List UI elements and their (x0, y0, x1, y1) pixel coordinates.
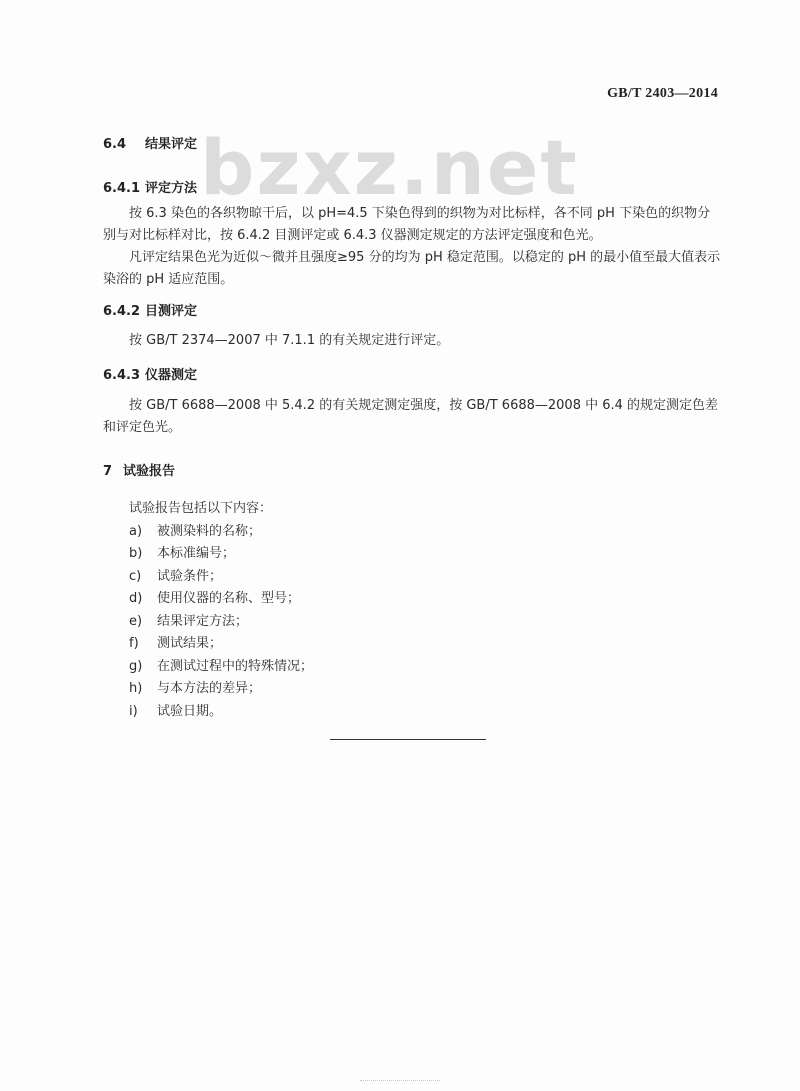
footer-scan-mark (360, 1080, 440, 1087)
heading-7 (103, 460, 175, 479)
end-of-document-rule (330, 739, 486, 740)
list-item (129, 543, 313, 566)
watermark: bzxz.net (200, 123, 579, 212)
list-item (129, 656, 313, 679)
heading-number: 6.4.3 (103, 368, 141, 383)
heading-title: 结果评定 (145, 137, 198, 152)
list-marker: g) (129, 658, 143, 674)
list-text: 结果评定方法； (157, 613, 249, 629)
paragraph-visual-evaluation: 按 GB/T 2374—2007 中 7.1.1 的有关规定进行评定。 (129, 333, 450, 348)
list-marker: d) (129, 591, 143, 606)
report-contents-list (129, 498, 313, 723)
heading-number: 6.4.2 (103, 304, 141, 319)
list-text: 本标准编号； (157, 546, 236, 561)
list-item (129, 611, 313, 634)
paragraph-instrument-measurement: 按 GB/T 6688—2008 中 5.4.2 的有关规定测定强度，按 GB/T 6688—2008 中 6.4 的规定测定色差和评定色光。 (103, 398, 719, 435)
list-text: 在测试过程中的特殊情况； (157, 658, 314, 674)
paragraph-evaluation-method-1: 按 6.3 染色的各织物晾干后，以 pH=4.5 下染色得到的织物为对比标样，各不同 pH 下染色的织物分别与对比标样对比，按 6.4.2 目测评定或 6.4.3 仪器测定规定的方法评定强度和色光。 (103, 206, 711, 243)
list-item (129, 588, 313, 611)
list-text: 使用仪器的名称、型号； (157, 591, 301, 606)
list-marker: h) (129, 681, 143, 696)
heading-6-4 (103, 133, 197, 152)
list-item (129, 678, 313, 701)
list-item (129, 566, 313, 589)
list-intro: 试验报告包括以下内容： (129, 501, 273, 516)
standard-code: GB/T 2403—2014 (607, 86, 718, 101)
list-marker: a) (129, 523, 143, 539)
heading-number: 7 (103, 464, 113, 479)
list-marker: f) (129, 636, 139, 651)
list-text: 测试结果； (157, 636, 223, 651)
list-item (129, 521, 313, 544)
list-text: 试验日期。 (157, 703, 223, 719)
heading-6-4-1 (103, 177, 197, 196)
heading-number: 6.4 (103, 137, 127, 152)
list-item (129, 633, 313, 656)
heading-title: 试验报告 (123, 464, 176, 479)
heading-6-4-3 (103, 364, 197, 383)
list-text: 试验条件； (157, 568, 223, 584)
list-marker: c) (129, 568, 142, 584)
list-text: 被测染料的名称； (157, 523, 262, 539)
heading-title: 目测评定 (145, 304, 198, 319)
list-marker: i) (129, 703, 138, 719)
heading-title: 仪器测定 (145, 368, 198, 383)
heading-title: 评定方法 (145, 181, 198, 196)
list-text: 与本方法的差异； (157, 681, 262, 696)
heading-6-4-2 (103, 300, 197, 319)
list-marker: b) (129, 546, 143, 561)
heading-number: 6.4.1 (103, 181, 141, 196)
list-item (129, 701, 313, 724)
list-marker: e) (129, 613, 143, 629)
paragraph-evaluation-method-2: 凡评定结果色光为近似～微并且强度≥95 分的均为 pH 稳定范围。以稳定的 pH 的最小值至最大值表示染浴的 pH 适应范围。 (103, 250, 721, 287)
